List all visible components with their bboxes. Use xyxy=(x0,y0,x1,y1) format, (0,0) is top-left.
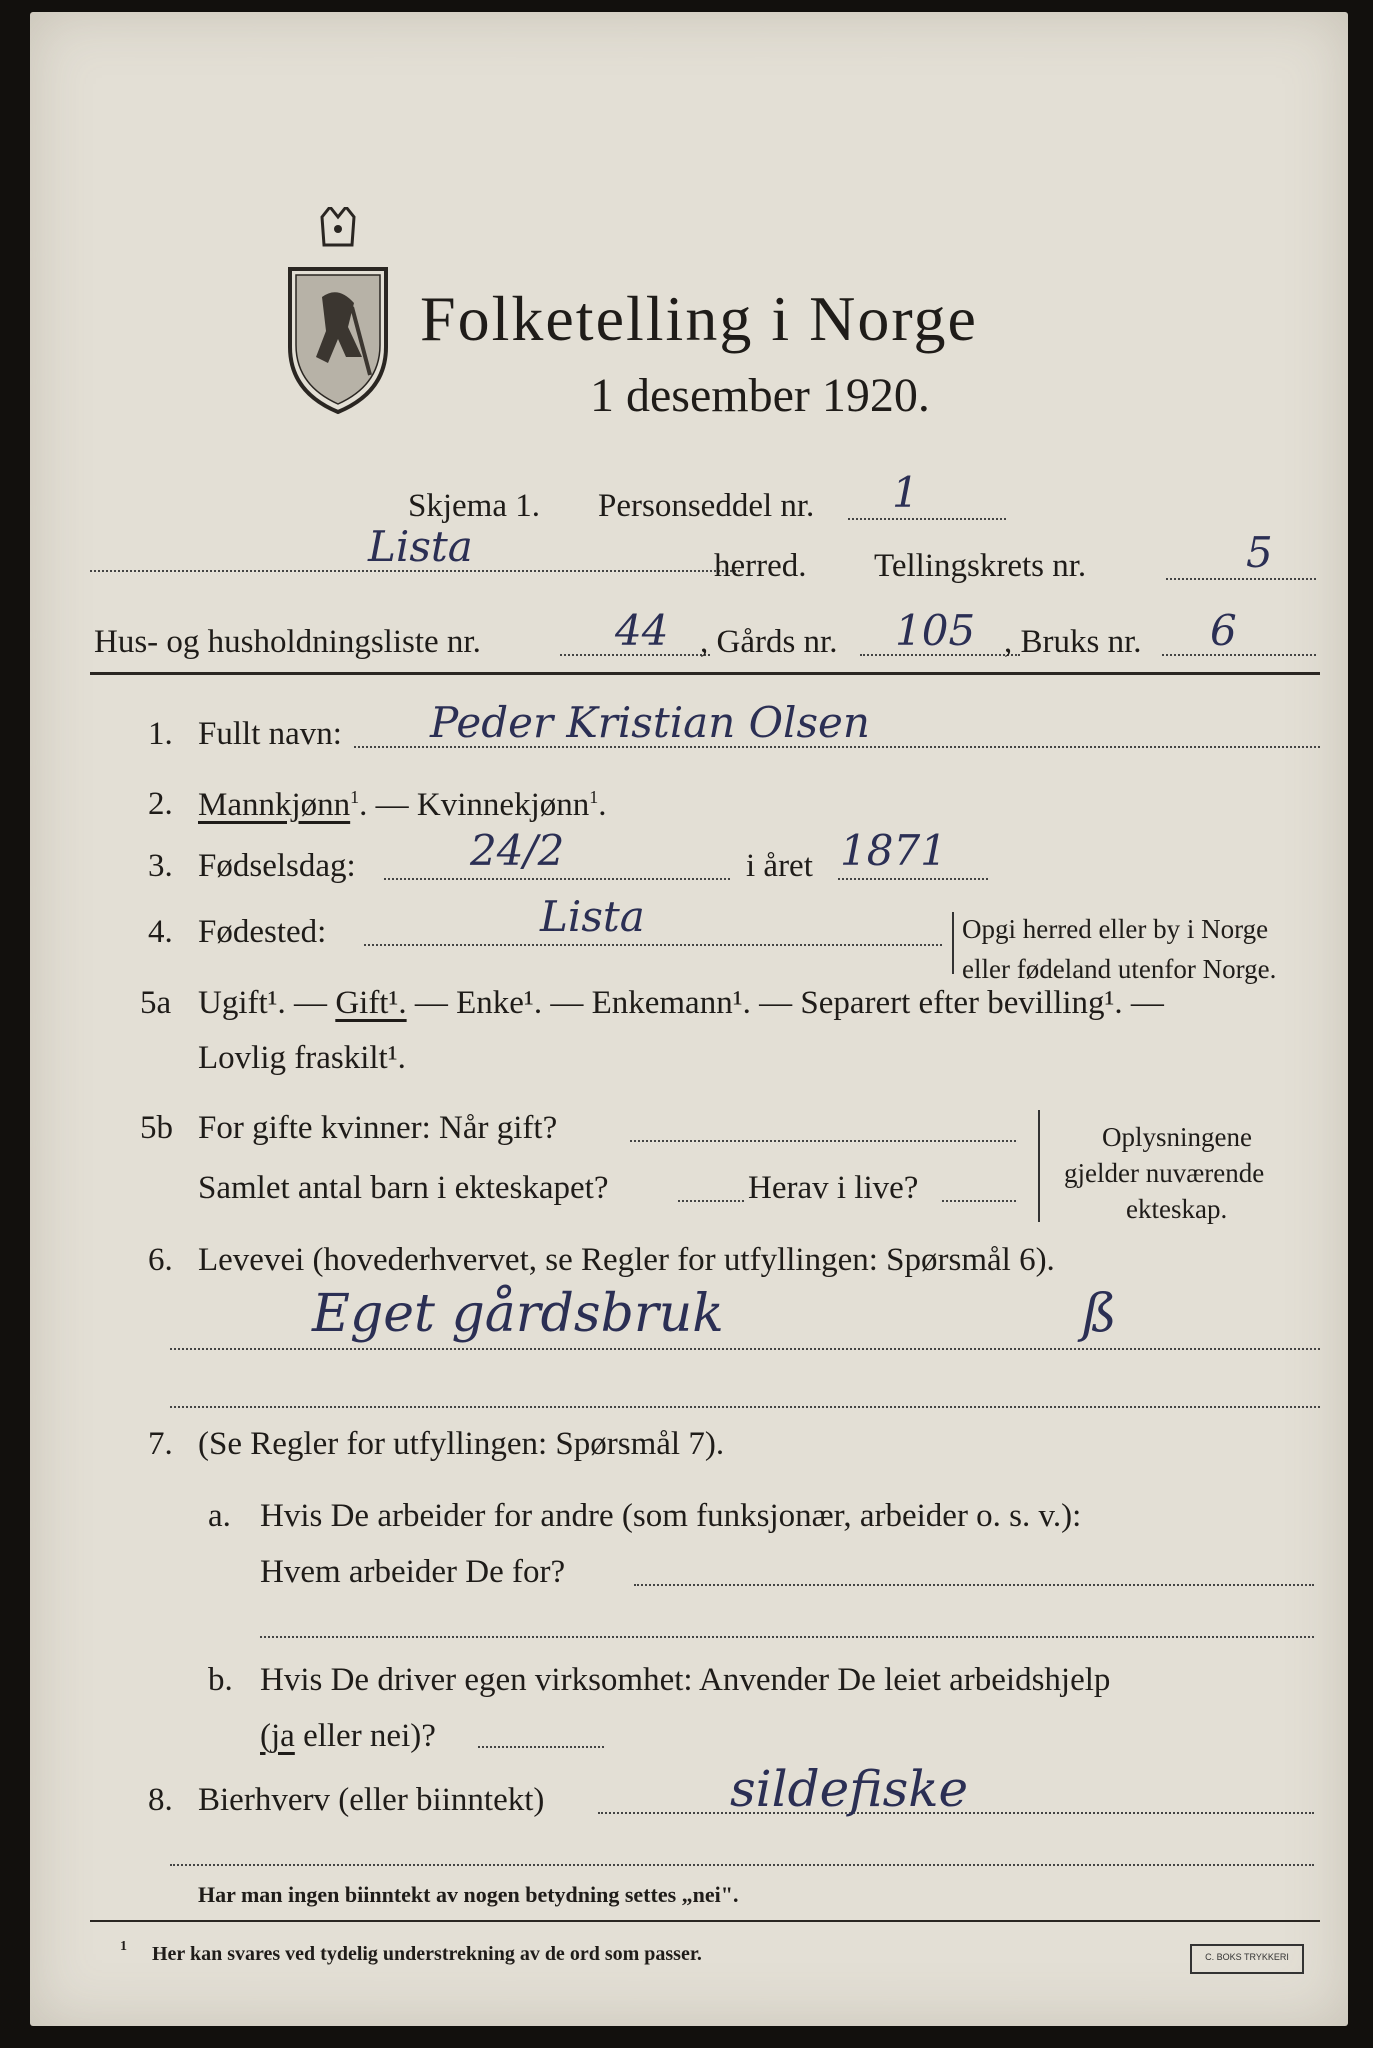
q6-line1 xyxy=(170,1348,1320,1350)
full-name-value: Peder Kristian Olsen xyxy=(430,698,870,747)
no-income-note: Har man ingen biinntekt av nogen betydning settes „nei". xyxy=(198,1882,739,1907)
q2-end: . xyxy=(598,787,607,823)
form-title: Folketelling i Norge xyxy=(420,283,978,354)
q5a-number: 5a xyxy=(140,985,172,1021)
occupation-value: Eget gårdsbruk xyxy=(312,1284,724,1344)
q5b-married-line xyxy=(630,1140,1016,1142)
q8-label: Bierhverv (eller biinntekt) xyxy=(198,1782,545,1818)
herred-value: Lista xyxy=(368,522,473,571)
herred-label: herred. xyxy=(714,548,807,584)
q4-number: 4. xyxy=(148,914,173,950)
q7a-question: Hvem arbeider De for? xyxy=(260,1554,566,1590)
tellingskrets-label: Tellingskrets nr. xyxy=(874,548,1087,584)
q5b-note-line2: gjelder nuværende xyxy=(1064,1158,1265,1188)
q2-footnote-sup-2: 1 xyxy=(589,787,599,807)
nei-option: eller nei)? xyxy=(294,1718,436,1754)
census-form-sheet xyxy=(30,12,1348,2026)
footnote-text: Her kan svares ved tydelig understrekning av de ord som passer. xyxy=(152,1943,702,1965)
q3-year-line xyxy=(838,878,988,880)
tellingskrets-value: 5 xyxy=(1246,528,1273,577)
q5a-marital-options xyxy=(198,987,1164,1020)
bruks-line xyxy=(1162,654,1316,656)
footnote-number: 1 xyxy=(120,1939,127,1954)
kvinnekjonn-option: Kvinnekjønn xyxy=(416,787,590,823)
q7-number: 7. xyxy=(148,1426,173,1462)
q5b-alive-line xyxy=(942,1200,1016,1202)
ja-option: (ja xyxy=(260,1718,295,1754)
husholdningsliste-value: 44 xyxy=(615,606,669,655)
q5b-note-brace xyxy=(1038,1110,1040,1222)
q8-line2 xyxy=(170,1864,1314,1866)
q7a-letter: a. xyxy=(208,1498,231,1534)
q5b-married-label: For gifte kvinner: Når gift? xyxy=(198,1110,558,1146)
q4-line xyxy=(364,944,942,946)
birthday-value: 24/2 xyxy=(470,826,565,875)
q5b-number: 5b xyxy=(140,1110,173,1146)
gift-option: Gift¹. xyxy=(335,985,407,1021)
printer-stamp: C. BOKS TRYKKERI xyxy=(1190,1944,1304,1974)
q1-number: 1. xyxy=(148,716,173,752)
q6-number: 6. xyxy=(148,1242,173,1278)
q4-label: Fødested: xyxy=(198,914,327,950)
husholdningsliste-label: Hus- og husholdningsliste nr. xyxy=(94,624,481,660)
ugift-option: Ugift¹. — xyxy=(198,985,336,1021)
q4-note-brace xyxy=(952,912,954,974)
personseddel-label: Personseddel nr. xyxy=(598,488,815,524)
side-income-value: sildefiske xyxy=(730,1760,969,1818)
personseddel-line xyxy=(848,518,1006,520)
q1-label: Fullt navn: xyxy=(198,716,342,752)
tellingskrets-line xyxy=(1166,578,1316,580)
q2-separator: . — xyxy=(359,787,417,823)
q2-number: 2. xyxy=(148,786,173,822)
section-divider xyxy=(90,672,1320,675)
q7b-text: Hvis De driver egen virksomhet: Anvender De leiet arbeidshjelp xyxy=(260,1662,1111,1698)
q2-footnote-sup-1: 1 xyxy=(350,787,360,807)
q7b-letter: b. xyxy=(208,1662,233,1698)
birth-year-value: 1871 xyxy=(840,826,947,875)
occupation-code-mark: ß xyxy=(1082,1284,1117,1344)
q2-sex-options xyxy=(198,788,607,822)
q5b-note-line1: Oplysningene xyxy=(1102,1122,1252,1152)
q8-number: 8. xyxy=(148,1782,173,1818)
birthplace-value: Lista xyxy=(540,892,645,941)
q7b-question xyxy=(260,1720,436,1753)
q5b-alive-label: Herav i live? xyxy=(748,1170,919,1206)
skjema-label: Skjema 1. xyxy=(408,488,540,524)
mannkjonn-option: Mannkjønn xyxy=(198,787,351,823)
q7a-text: Hvis De arbeider for andre (som funksjonær, arbeider o. s. v.): xyxy=(260,1498,1082,1534)
personseddel-value: 1 xyxy=(892,468,919,517)
q4-note-line2: eller fødeland utenfor Norge. xyxy=(962,954,1277,984)
q3-line xyxy=(384,878,730,880)
q3-year-label: i året xyxy=(746,848,813,884)
q3-number: 3. xyxy=(148,848,173,884)
q6-line2 xyxy=(170,1406,1320,1408)
other-marital-options: — Enke¹. — Enkemann¹. — Separert efter bevilling¹. — xyxy=(406,985,1164,1021)
gards-label: , Gårds nr. xyxy=(700,624,838,660)
q7-label: (Se Regler for utfyllingen: Spørsmål 7). xyxy=(198,1426,725,1462)
q7a-line2 xyxy=(260,1636,1314,1638)
footer-divider xyxy=(90,1920,1320,1922)
bruks-label: , Bruks nr. xyxy=(1004,624,1142,660)
q4-note-line1: Opgi herred eller by i Norge xyxy=(962,914,1269,944)
lovlig-fraskilt-option: Lovlig fraskilt¹. xyxy=(198,1040,406,1076)
q7b-line xyxy=(478,1746,604,1748)
q3-label: Fødselsdag: xyxy=(198,848,356,884)
norwegian-coat-of-arms-icon xyxy=(282,207,394,417)
bruks-value: 6 xyxy=(1210,606,1237,655)
q5b-children-label: Samlet antal barn i ekteskapet? xyxy=(198,1170,609,1206)
q5b-children-line xyxy=(678,1200,744,1202)
gards-value: 105 xyxy=(895,606,976,655)
q7a-line1 xyxy=(634,1584,1314,1586)
census-date: 1 desember 1920. xyxy=(590,369,930,422)
q5b-note-line3: ekteskap. xyxy=(1126,1194,1228,1224)
q6-label: Levevei (hovederhvervet, se Regler for utfyllingen: Spørsmål 6). xyxy=(198,1242,1055,1278)
